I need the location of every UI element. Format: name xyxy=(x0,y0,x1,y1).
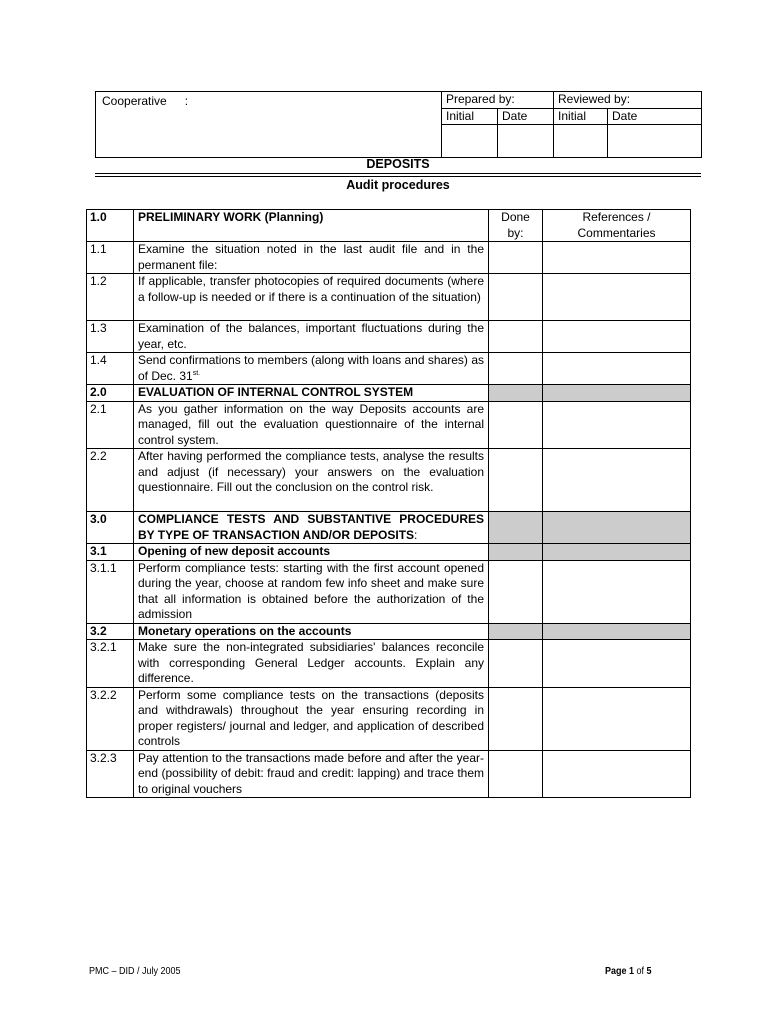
row-procedure-text: COMPLIANCE TESTS AND SUBSTANTIVE PROCEDURES BY TYPE OF TRANSACTION AND/OR DEPOSITS xyxy=(138,512,484,542)
row-procedure xyxy=(134,640,489,688)
row-procedure xyxy=(134,560,489,623)
table-row xyxy=(87,623,691,640)
done-by-field[interactable] xyxy=(489,401,543,449)
done-by-field[interactable] xyxy=(489,687,543,750)
row-procedure-text: EVALUATION OF INTERNAL CONTROL SYSTEM xyxy=(138,385,414,399)
table-row xyxy=(87,242,691,274)
references-field[interactable] xyxy=(543,640,691,688)
row-procedure xyxy=(134,321,489,353)
page-total: 5 xyxy=(646,966,652,977)
cooperative-cell xyxy=(96,92,442,158)
prepared-initial-field[interactable] xyxy=(442,125,498,158)
table-row xyxy=(87,274,691,321)
references-field[interactable] xyxy=(543,242,691,274)
row-number: 2.0 xyxy=(87,385,134,402)
cooperative-label: Cooperative xyxy=(102,94,167,108)
table-row xyxy=(87,401,691,449)
cooperative-colon: : xyxy=(184,94,189,108)
done-by-field[interactable] xyxy=(489,750,543,798)
row-procedure-text: As you gather information on the way Deposits accounts are managed, fill out the evaluation questionnaire of the internal control system. xyxy=(138,401,484,447)
audit-procedures-table xyxy=(86,209,691,798)
row-number: 3.1 xyxy=(87,544,134,561)
row-number: 2.2 xyxy=(87,449,134,512)
row-procedure xyxy=(134,210,489,242)
reviewed-initial-label: Initial xyxy=(554,109,608,125)
done-by-field xyxy=(489,385,543,402)
page-title: DEPOSITS xyxy=(366,157,430,171)
table-row xyxy=(87,560,691,623)
row-procedure-text: Perform some compliance tests on the transactions (deposits and withdrawals) throughout the year ensuring recording in proper registers/ journal and ledger, and application of described controls xyxy=(138,687,484,748)
table-row xyxy=(87,544,691,561)
row-procedure xyxy=(134,544,489,561)
title-rule-top xyxy=(95,173,701,174)
table-row xyxy=(87,353,691,385)
done-by-field[interactable] xyxy=(489,640,543,688)
done-by-header: Done by: xyxy=(489,210,543,242)
row-procedure-text: If applicable, transfer photocopies of required documents (where a follow-up is needed or if there is a continuation of the situation) xyxy=(138,274,484,304)
references-field[interactable] xyxy=(543,560,691,623)
done-by-field[interactable] xyxy=(489,321,543,353)
row-procedure-text: Send confirmations to members (along with loans and shares) as of Dec. 31 xyxy=(138,353,484,383)
row-number: 3.0 xyxy=(87,512,134,544)
references-header: References / Commentaries xyxy=(543,210,691,242)
row-number: 1.1 xyxy=(87,242,134,274)
done-by-field xyxy=(489,623,543,640)
done-by-field xyxy=(489,544,543,561)
row-procedure xyxy=(134,385,489,402)
references-field xyxy=(543,544,691,561)
row-number: 1.3 xyxy=(87,321,134,353)
references-field xyxy=(543,512,691,544)
table-row xyxy=(87,640,691,688)
row-procedure-text: Examine the situation noted in the last audit file and in the permanent file: xyxy=(138,242,484,272)
done-by-field[interactable] xyxy=(489,560,543,623)
title-rule-bottom xyxy=(95,176,701,177)
row-procedure xyxy=(134,274,489,321)
references-field[interactable] xyxy=(543,687,691,750)
row-procedure xyxy=(134,512,489,544)
prepared-by-label: Prepared by: xyxy=(442,92,554,109)
row-procedure xyxy=(134,242,489,274)
header-box xyxy=(95,91,702,158)
prepared-initial-label: Initial xyxy=(442,109,498,125)
table-row xyxy=(87,512,691,544)
table-row xyxy=(87,750,691,798)
row-procedure-text: Examination of the balances, important fluctuations during the year, etc. xyxy=(138,321,484,351)
references-field xyxy=(543,623,691,640)
table-row xyxy=(87,687,691,750)
row-procedure xyxy=(134,687,489,750)
row-number: 3.2.3 xyxy=(87,750,134,798)
table-row xyxy=(87,210,691,242)
row-procedure xyxy=(134,353,489,385)
done-by-field[interactable] xyxy=(489,449,543,512)
references-field[interactable] xyxy=(543,449,691,512)
row-procedure-text: After having performed the compliance tests, analyse the results and adjust (if necessary) your answers on the evaluation questionnaire. Fill out the conclusion on the control risk. xyxy=(138,449,484,494)
row-procedure xyxy=(134,401,489,449)
prepared-date-label: Date xyxy=(498,109,554,125)
page-word: Page xyxy=(605,966,627,977)
footer-left: PMC – DID / July 2005 xyxy=(89,966,181,977)
table-row xyxy=(87,385,691,402)
row-procedure-text: Monetary operations on the accounts xyxy=(138,623,352,638)
reviewed-date-field[interactable] xyxy=(608,125,702,158)
done-by-field[interactable] xyxy=(489,242,543,274)
row-procedure-text: Pay attention to the transactions made before and after the year-end (possibility of debit: fraud and credit: lapping) and trace them to original vouchers xyxy=(138,750,484,796)
row-suffix: : xyxy=(414,527,418,542)
done-by-field[interactable] xyxy=(489,353,543,385)
page-current: 1 xyxy=(629,966,635,977)
references-field[interactable] xyxy=(543,274,691,321)
reviewed-date-label: Date xyxy=(608,109,702,125)
row-procedure-text: Opening of new deposit accounts xyxy=(138,544,331,558)
row-number: 1.4 xyxy=(87,353,134,385)
row-procedure xyxy=(134,449,489,512)
done-by-field xyxy=(489,512,543,544)
references-field[interactable] xyxy=(543,401,691,449)
row-procedure xyxy=(134,750,489,798)
done-by-field[interactable] xyxy=(489,274,543,321)
table-row xyxy=(87,321,691,353)
prepared-date-field[interactable] xyxy=(498,125,554,158)
row-procedure xyxy=(134,623,489,640)
row-procedure-text: Make sure the non-integrated subsidiaries' balances reconcile with corresponding General Ledger accounts. Explain any difference. xyxy=(138,640,484,685)
row-number: 3.2 xyxy=(87,623,134,640)
references-field[interactable] xyxy=(543,353,691,385)
references-field[interactable] xyxy=(543,321,691,353)
row-number: 3.1.1 xyxy=(87,560,134,623)
row-procedure-text: Perform compliance tests: starting with the first account opened during the year, choose at random few info sheet and make sure that all information is obtained before the authorization of the admission xyxy=(138,560,484,621)
row-number: 3.2.1 xyxy=(87,640,134,688)
row-procedure-text: PRELIMINARY WORK (Planning) xyxy=(138,210,324,224)
row-number: 1.2 xyxy=(87,274,134,321)
of-word: of xyxy=(636,966,645,977)
reviewed-by-label: Reviewed by: xyxy=(554,92,702,109)
row-superscript: st. xyxy=(192,369,201,377)
reviewed-initial-field[interactable] xyxy=(554,125,608,158)
references-field[interactable] xyxy=(543,750,691,798)
row-number: 2.1 xyxy=(87,401,134,449)
page-subtitle: Audit procedures xyxy=(346,178,450,192)
references-field xyxy=(543,385,691,402)
page-number xyxy=(605,966,652,977)
table-row xyxy=(87,449,691,512)
row-number: 1.0 xyxy=(87,210,134,242)
row-number: 3.2.2 xyxy=(87,687,134,750)
